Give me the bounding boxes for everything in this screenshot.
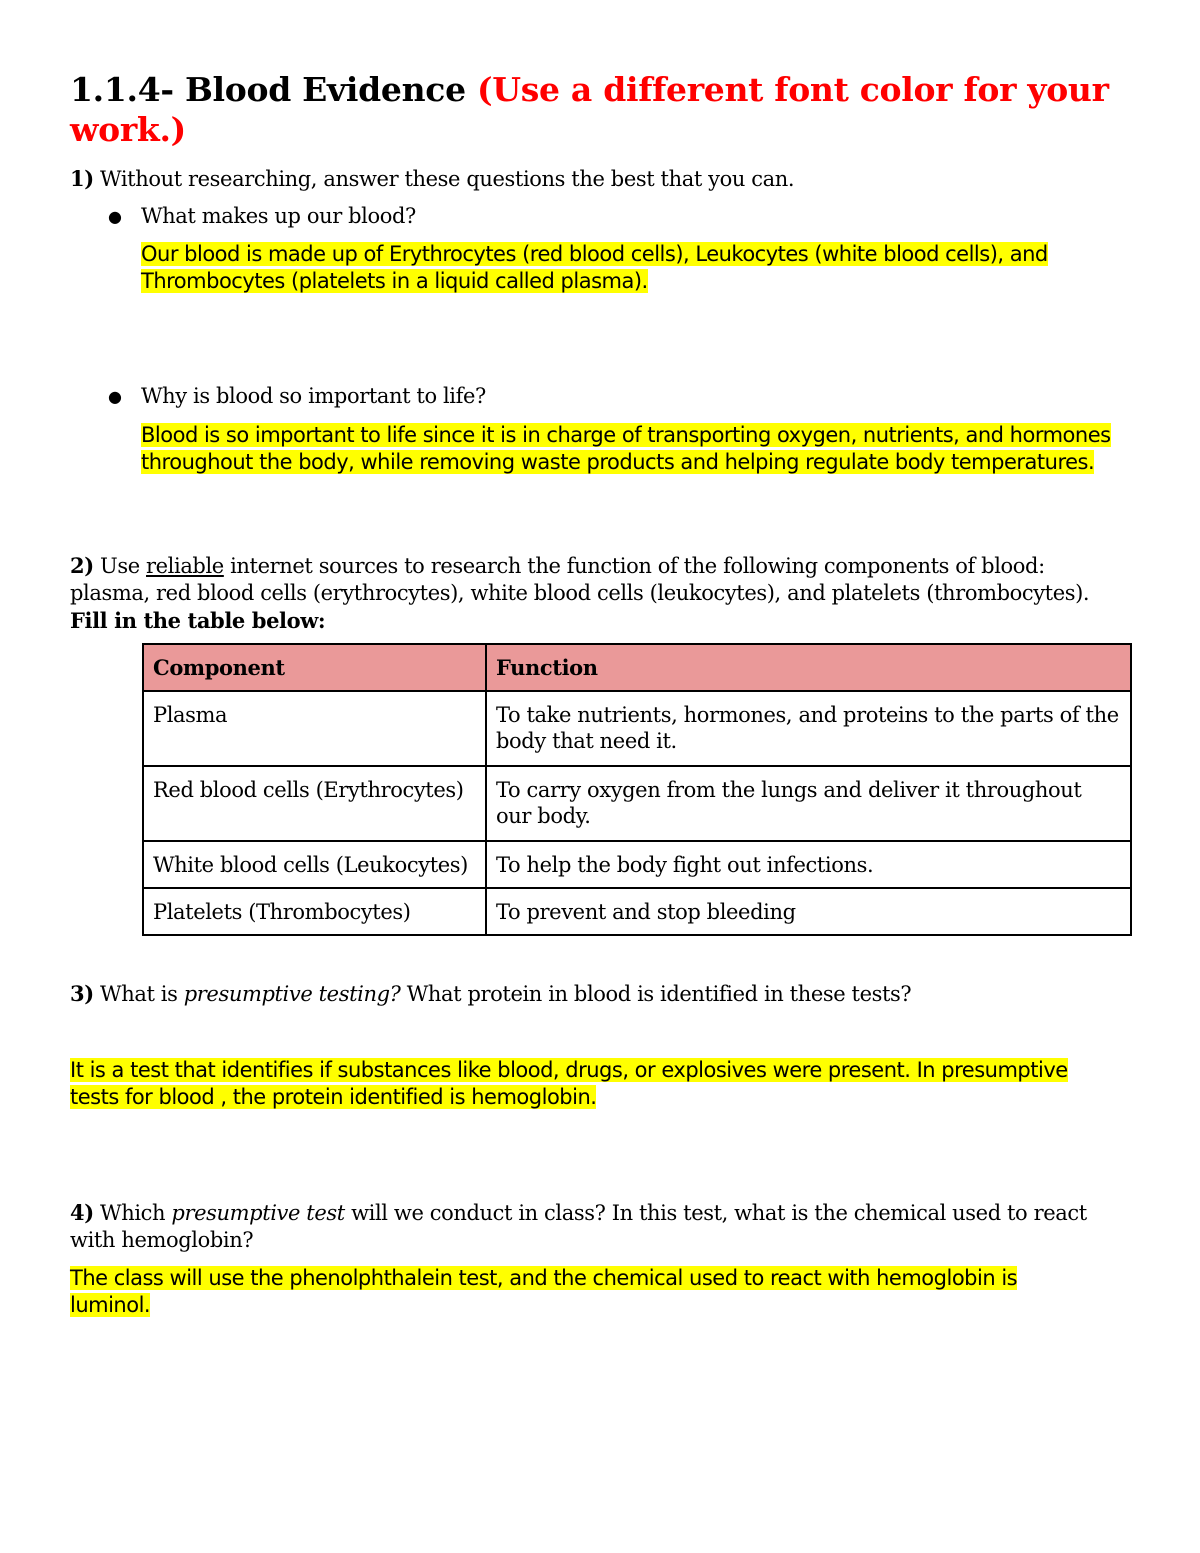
question-3-text-after: What protein in blood is identified in these tests?: [400, 982, 912, 1006]
cell-component: Plasma: [143, 691, 486, 766]
question-1-text: Without researching, answer these questions the best that you can.: [93, 167, 795, 191]
cell-component: White blood cells (Leukocytes): [143, 841, 486, 888]
question-4: [70, 1199, 1110, 1254]
table-row: [143, 691, 1131, 766]
question-4-italic: presumptive test: [171, 1201, 345, 1225]
table-row: [143, 888, 1131, 935]
question-4-number: 4): [70, 1200, 94, 1225]
answer-1a-text: Our blood is made up of Erythrocytes (red blood cells), Leukocytes (white blood cells), and Thrombocytes (platelets in a liquid called plasma).: [141, 242, 1048, 293]
blood-components-table: [142, 643, 1132, 936]
table-row: [143, 766, 1131, 841]
cell-component: Red blood cells (Erythrocytes): [143, 766, 486, 841]
question-3-text-before: What is: [93, 982, 184, 1006]
question-4-text-before: Which: [93, 1201, 172, 1225]
cell-component: Platelets (Thrombocytes): [143, 888, 486, 935]
answer-1a: [70, 241, 1141, 295]
bullet-why-blood-important: [70, 383, 1131, 410]
fill-table-label: Fill in the table below:: [70, 608, 326, 633]
cell-function: To prevent and stop bleeding: [486, 888, 1131, 935]
table-header-row: [143, 644, 1131, 691]
question-3-italic: presumptive testing?: [183, 982, 401, 1006]
answer-4-text: The class will use the phenolphthalein test, and the chemical used to react with hemoglobin is luminol.: [70, 1266, 1018, 1317]
cell-function: To help the body fight out infections.: [486, 841, 1131, 888]
question-2-text-after: internet sources to research the function of the following components of blood: plasma, red blood cells (erythrocytes), white blood cells (leukocytes), and platelets (thrombocytes).: [70, 554, 1090, 605]
bullet-2-text: Why is blood so important to life?: [141, 384, 486, 408]
cell-function: To carry oxygen from the lungs and deliver it throughout our body.: [486, 766, 1131, 841]
header-component: Component: [143, 644, 486, 691]
cell-function: To take nutrients, hormones, and proteins to the parts of the body that need it.: [486, 691, 1131, 766]
table-row: [143, 841, 1131, 888]
bullet-dot-icon: ●: [108, 207, 122, 226]
answer-3: [70, 1057, 1110, 1111]
bullet-what-makes-up-blood: [70, 203, 1131, 230]
question-1-number: 1): [70, 166, 94, 191]
question-3: [70, 980, 1130, 1008]
question-2-underlined: reliable: [146, 554, 224, 578]
question-1: [70, 165, 1130, 193]
answer-1b: [70, 422, 1141, 476]
bullet-1-text: What makes up our blood?: [141, 204, 416, 228]
question-3-number: 3): [70, 981, 94, 1006]
bullet-dot-icon: ●: [108, 387, 122, 406]
title-instruction: (Use a different font color for your work.): [70, 70, 1109, 149]
title-main: 1.1.4- Blood Evidence: [70, 70, 477, 109]
header-function: Function: [486, 644, 1131, 691]
page-title: [70, 70, 1110, 150]
answer-3-text: It is a test that identifies if substances like blood, drugs, or explosives were present. In presumptive tests for blood , the protein identified is hemoglobin.: [70, 1058, 1068, 1109]
answer-4: [70, 1265, 1070, 1319]
answer-1b-text: Blood is so important to life since it is in charge of transporting oxygen, nutrients, and hormones throughout the body, while removing waste products and helping regulate body temperatures.: [141, 423, 1111, 474]
question-2-number: 2): [70, 553, 94, 578]
question-2: [70, 552, 1110, 635]
question-4-text-after: will we conduct in class? In this test, what is the chemical used to react with hemoglobin?: [70, 1201, 1087, 1252]
question-2-text-before: Use: [93, 554, 147, 578]
